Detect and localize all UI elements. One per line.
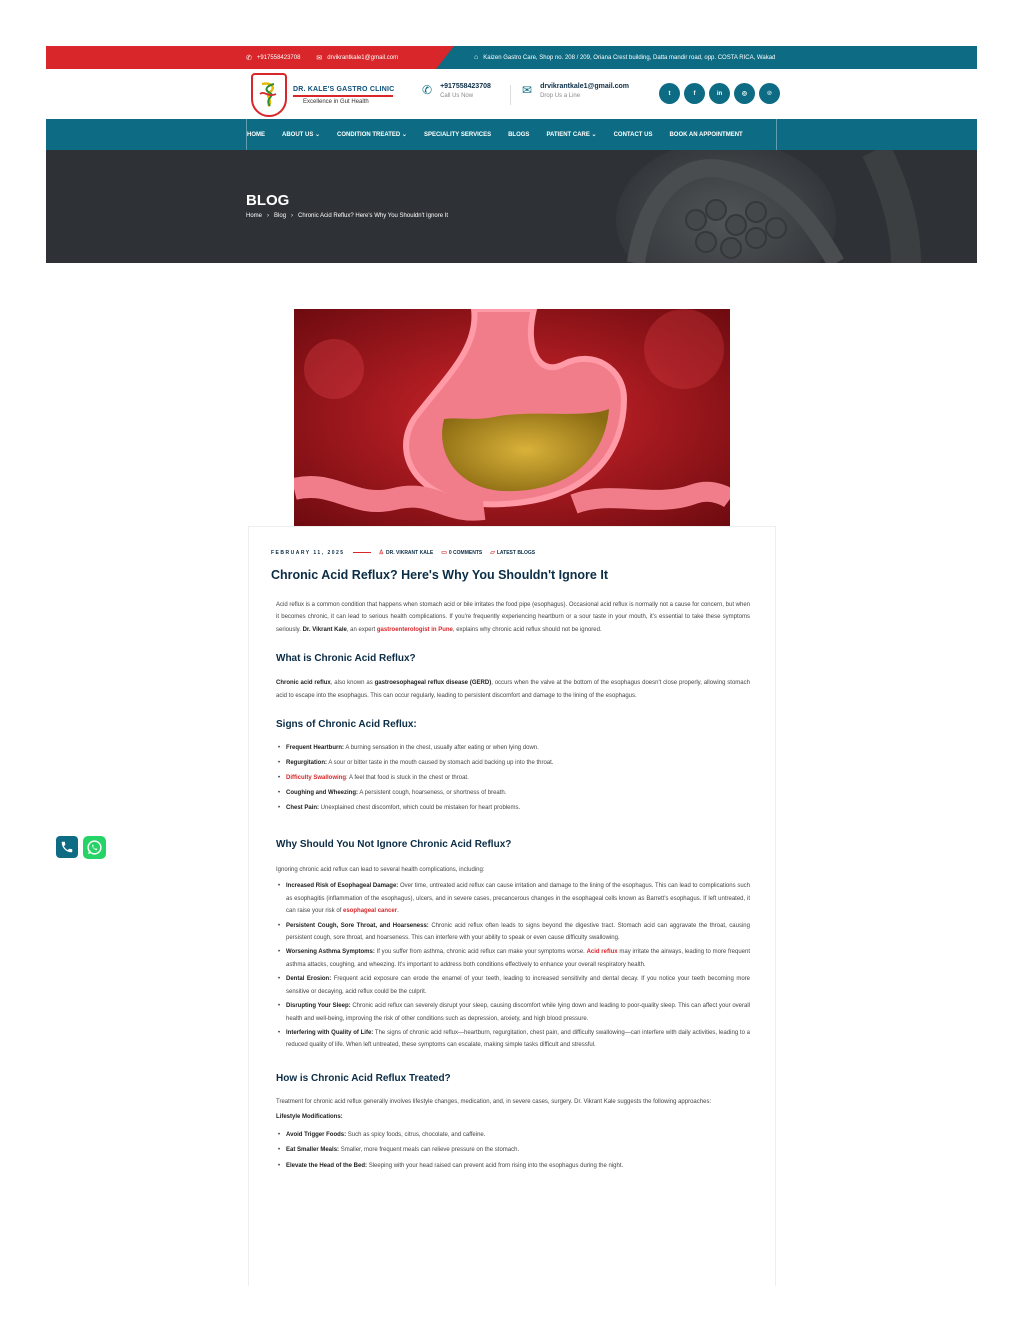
heading-treat: How is Chronic Acid Reflux Treated? [276,1072,451,1084]
logo-tagline: Excellence in Gut Health [303,98,369,105]
top-bar-divider [436,46,454,69]
header-divider [510,85,511,105]
comment-icon: ▭ [441,550,447,556]
featured-image [294,309,730,526]
social-links [659,83,780,104]
nav-about-us[interactable]: ABOUT US ⌄ [282,132,321,138]
why-list [276,880,750,1051]
esophageal-cancer-link[interactable]: esophageal cancer [343,908,398,915]
difficulty-swallowing-link[interactable]: Difficulty Swallowing [286,775,347,782]
floating-call-button[interactable] [56,836,78,858]
intro-paragraph: Acid reflux is a common condition that happens when stomach acid or bile irritates the food pipe (esophagus). Occasional acid reflux is normally not a cause for concern, but when it becomes chronic, it can lead to serious health complications. If you're frequently experiencing heartburn or a sour taste in your mouth, it's essential to take these symptoms seriously. Dr. Vikrant Kale, an expert gastroenterologist in Pune, explains why chronic acid reflux should not be ignored. [276,602,750,633]
mail-icon: ✉ [316,54,323,62]
top-bar [46,46,977,69]
header-mail-label: Drop Us a Line [540,93,581,99]
list-item: • Coughing and Wheezing: A persistent cough, hoarseness, or shortness of breath. [276,786,750,801]
home-icon: ⌂ [474,54,479,61]
site-header [46,69,977,119]
nav-speciality-services[interactable]: SPECIALITY SERVICES [423,131,492,138]
instagram-icon[interactable]: ◎ [734,83,755,104]
post-comments[interactable]: ▭ 0 COMMENTS [441,550,483,556]
meta-divider [353,552,371,553]
main-nav [46,119,977,150]
header-call-number: +917558423708 [440,83,491,90]
header-call-text [440,83,491,99]
nav-home[interactable]: HOME [247,131,265,138]
breadcrumb-current: Chronic Acid Reflux? Here's Why You Shouldn't Ignore It [298,213,449,219]
header-mail-text [540,83,629,99]
user-icon: ♙ [378,550,384,556]
list-item: • Frequent Heartburn: A burning sensation in the chest, usually after eating or when lying down. [276,741,750,756]
nav-patient-care[interactable]: PATIENT CARE ⌄ [546,132,597,138]
facebook-icon[interactable]: f [684,83,705,104]
page-hero [46,150,977,263]
signs-list [276,741,750,816]
list-item: • Interfering with Quality of Life: The signs of chronic acid reflux—heartburn, regurgitation, chest pain, and difficulty swallowing—can interfere with daily activities, leading to a reduced quality of life. When left untreated, these symptoms can escalate, making simple tasks difficult and stressful. [276,1027,750,1052]
heading-signs: Signs of Chronic Acid Reflux: [276,719,417,731]
mail-icon: ✉ [522,83,533,97]
list-item: • Disrupting Your Sleep: Chronic acid reflux can severely disrupt your sleep, causing discomfort while lying down and leading to poor-quality sleep. This can affect your overall health and well-being, improving the risk of other conditions such as depression, anxiety, and high blood pressure. [276,1000,750,1025]
list-item: • Regurgitation: A sour or bitter taste in the mouth caused by stomach acid backing up into the throat. [276,756,750,771]
list-item: • Persistent Cough, Sore Throat, and Hoarseness: Chronic acid reflux often leads to signs beyond the digestive tract. Stomach acid can aggravate the throat, causing persistent cough, sore throat, and hoarseness. This can interfere with your ability to speak or even cause difficulty swallowing. [276,920,750,945]
lifestyle-list [276,1128,750,1175]
floating-whatsapp-button[interactable] [83,836,106,859]
nav-book-appointment[interactable]: BOOK AN APPOINTMENT [669,131,743,138]
post-meta [271,549,535,556]
lifestyle-label: Lifestyle Modifications: [276,1114,343,1121]
nav-items [246,119,777,150]
list-item: • Eat Smaller Meals: Smaller, more frequent meals can relieve pressure on the stomach. [276,1143,750,1159]
breadcrumb-home[interactable]: Home [246,213,263,219]
article-title: Chronic Acid Reflux? Here's Why You Shouldn't Ignore It [271,568,608,582]
logo-underline [293,95,393,97]
nav-blogs[interactable]: BLOGS [508,131,530,138]
address: ⌂ Kaizen Gastro Care, Shop no. 208 / 209, Oriana Crest building, Datta mandir road, opp. COSTA RICA, Wakad [474,54,776,61]
breadcrumb-blog[interactable]: Blog [274,213,287,219]
what-paragraph: Chronic acid reflux, also known as gastroesophageal reflux disease (GERD), occurs when the valve at the bottom of the esophagus doesn't close properly, allowing stomach acid to escape into the esophagus. This can occur regularly, leading to persistent discomfort and damage to the lining of the esophagus. [276,680,750,699]
list-item: • Worsening Asthma Symptoms: If you suffer from asthma, chronic acid reflux can make your symptoms worse. Acid reflux may irritate the airways, leading to more frequent asthma attacks, coughing, and wheezing. It's important to address both conditions effectively to enhance your overall respiratory health. [276,946,750,971]
list-item: • Chest Pain: Unexplained chest discomfort, which could be mistaken for heart problems. [276,801,750,816]
top-phone-link[interactable]: ✆ +917558423708 [246,54,301,62]
logo-title: DR. KALE'S GASTRO CLINIC [293,85,395,93]
nav-condition-treated[interactable]: CONDITION TREATED ⌄ [337,132,407,138]
nav-contact-us[interactable]: CONTACT US [613,131,653,138]
treat-intro: Treatment for chronic acid reflux generally involves lifestyle changes, medication, and, in severe cases, surgery. Dr. Vikrant Kale suggests the following approaches: [276,1098,712,1105]
header-call[interactable] [422,83,491,99]
phone-icon: ✆ [246,54,252,62]
logo-emblem [251,73,287,117]
why-intro: Ignoring chronic acid reflux can lead to several health complications, including: [276,867,485,874]
hero-background-illustration [606,150,977,263]
gastroenterologist-link[interactable]: gastroenterologist in Pune [376,626,453,633]
clinic-logo[interactable] [251,73,394,117]
linkedin-icon[interactable]: in [709,83,730,104]
heading-what: What is Chronic Acid Reflux? [276,653,416,665]
list-item: • Dental Erosion: Frequent acid exposure can erode the enamel of your teeth, leading to increased sensitivity and dental decay. If you notice your teeth becoming more sensitive or decaying, acid reflux could be the culprit. [276,973,750,998]
stomach-illustration [294,309,730,526]
twitter-icon[interactable]: t [659,83,680,104]
pinterest-icon[interactable]: ℗ [759,83,780,104]
acid-reflux-link[interactable]: Acid reflux [586,949,618,956]
heading-why: Why Should You Not Ignore Chronic Acid Reflux? [276,839,512,851]
folder-icon: ▱ [490,550,495,556]
header-call-label: Call Us Now [440,93,474,99]
post-date: FEBRUARY 11, 2025 [271,549,345,556]
phone-icon: ✆ [422,83,433,97]
post-category[interactable]: ▱ LATEST BLOGS [490,550,536,556]
article-card [248,526,776,1286]
list-item: • Increased Risk of Esophageal Damage: Over time, untreated acid reflux can cause irritation and damage to the lining of the esophagus. This can lead to complications such as esophagitis (inflammation of the esophagus), ulcers, and in severe cases, precancerous changes in the esophageal cells known as Barrett's esophagus. If left untreated, it can raise your risk of esophageal cancer. [276,880,750,917]
top-bar-address [454,46,977,69]
article-body [276,599,750,1174]
post-author[interactable]: ♙ DR. VIKRANT KALE [378,550,434,556]
whatsapp-icon [86,839,103,856]
list-item: • Elevate the Head of the Bed: Sleeping with your head raised can prevent acid from rising into the esophagus during the night. [276,1159,750,1175]
chevron-right-icon: › [291,213,294,219]
page-title: BLOG [246,192,290,209]
phone-icon [60,840,74,854]
top-bar-contact [46,46,436,69]
chevron-right-icon: › [267,213,270,219]
list-item: • Difficulty Swallowing: A feel that food is stuck in the chest or throat. [276,771,750,786]
top-email-link[interactable]: ✉ drvikrantkale1@gmail.com [316,54,399,62]
logo-text [293,86,394,105]
header-mail-address: drvikrantkale1@gmail.com [540,83,629,90]
breadcrumb [246,213,448,219]
header-mail[interactable] [522,83,629,99]
list-item: • Avoid Trigger Foods: Such as spicy foods, citrus, chocolate, and caffeine. [276,1128,750,1144]
